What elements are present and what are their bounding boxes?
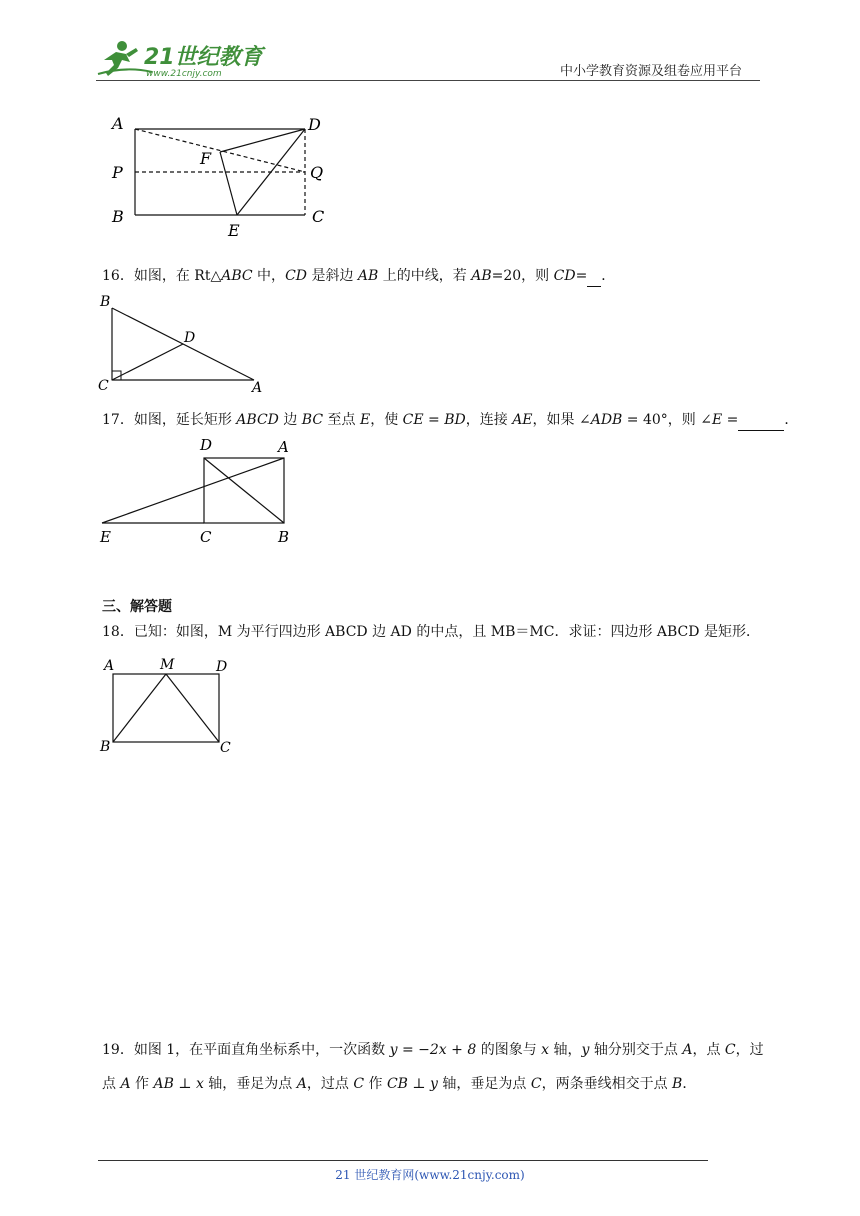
logo-url: www.21cnjy.com bbox=[146, 69, 222, 79]
q17-text: ． bbox=[784, 412, 799, 428]
q19-var: A bbox=[682, 1042, 693, 1058]
q19-text: 轴， bbox=[549, 1042, 582, 1058]
label-C: C bbox=[98, 378, 109, 394]
label-C: C bbox=[312, 207, 325, 226]
q16-var: AB bbox=[357, 268, 379, 284]
q16-text: 如图，在 Rt bbox=[133, 268, 211, 284]
label-A: A bbox=[252, 380, 263, 394]
q19-text: ，过 bbox=[735, 1042, 764, 1058]
label-D: D bbox=[184, 330, 196, 346]
label-E: E bbox=[228, 221, 240, 240]
q19-text: 作 bbox=[130, 1076, 154, 1092]
question-18: 18．已知：如图，M 为平行四边形 ABCD 边 AD 的中点，且 MB＝MC．求证：四边形 ABCD 是矩形． bbox=[102, 624, 760, 640]
q19-formula: y = −2x + 8 bbox=[389, 1042, 477, 1058]
q17-var: CE = BD bbox=[402, 412, 466, 428]
q19-text: 轴，垂足为点 bbox=[437, 1076, 531, 1092]
section-title: 三、解答题 bbox=[102, 599, 172, 615]
label-D: D bbox=[308, 115, 321, 134]
q19-text: 的图象与 bbox=[476, 1042, 542, 1058]
q19-var: B bbox=[672, 1076, 683, 1092]
q19-text: 轴，垂足为点 bbox=[203, 1076, 297, 1092]
q16-var: CD bbox=[285, 268, 307, 284]
q19-var: C bbox=[530, 1076, 542, 1092]
question-17 bbox=[102, 410, 798, 431]
label-E: E bbox=[100, 528, 111, 546]
label-A: A bbox=[112, 114, 124, 133]
q17-text: ，连接 bbox=[465, 412, 513, 428]
site-logo bbox=[96, 38, 266, 80]
q19-text: 作 bbox=[364, 1076, 387, 1092]
header-divider bbox=[96, 80, 760, 81]
q19-var: A bbox=[296, 1076, 307, 1092]
answer-blank[interactable] bbox=[738, 410, 784, 431]
q16-text: ． bbox=[601, 268, 616, 284]
q19-formula: CB ⊥ y bbox=[386, 1076, 438, 1092]
label-B: B bbox=[100, 739, 111, 755]
q17-text: 至点 bbox=[323, 412, 360, 428]
q17-number: 17． bbox=[102, 412, 134, 428]
q17-text: ，使 bbox=[370, 412, 403, 428]
question-19-line-2 bbox=[102, 1074, 696, 1094]
label-M: M bbox=[160, 657, 175, 673]
label-B: B bbox=[100, 294, 111, 310]
q16-text: 上的中线，若 bbox=[378, 268, 472, 284]
q17-text: ，如果 ∠ bbox=[532, 412, 591, 428]
label-C: C bbox=[200, 528, 212, 546]
q19-formula: AB ⊥ x bbox=[153, 1076, 204, 1092]
q19-var: A bbox=[120, 1076, 131, 1092]
label-B: B bbox=[112, 207, 124, 226]
label-F: F bbox=[200, 149, 212, 168]
q19-var: x bbox=[541, 1042, 550, 1058]
footer-divider bbox=[98, 1160, 708, 1161]
figure-18 bbox=[98, 654, 238, 758]
question-19-line-1 bbox=[102, 1040, 764, 1060]
q17-text: = 40°，则 ∠ bbox=[622, 412, 712, 428]
label-C: C bbox=[220, 740, 231, 756]
q17-var: ABCD bbox=[236, 412, 279, 428]
q16-text: = bbox=[575, 268, 588, 284]
q19-text: ． bbox=[682, 1076, 697, 1092]
label-P: P bbox=[112, 163, 123, 182]
question-16 bbox=[102, 266, 615, 287]
label-Q: Q bbox=[310, 163, 324, 182]
figure-15 bbox=[100, 110, 340, 240]
platform-title: 中小学教育资源及组卷应用平台 bbox=[560, 64, 743, 79]
footer-link[interactable]: 21 世纪教育网(www.21cnjy.com) bbox=[335, 1168, 525, 1182]
triangle-symbol: △ bbox=[210, 268, 222, 284]
q17-text: 如图，延长矩形 bbox=[133, 412, 237, 428]
q17-var: AE bbox=[512, 412, 533, 428]
answer-blank[interactable] bbox=[587, 266, 601, 287]
q16-text: 中， bbox=[252, 268, 286, 284]
q19-var: y bbox=[581, 1042, 590, 1058]
q17-var: BC bbox=[301, 412, 324, 428]
q17-var: ADB bbox=[590, 412, 623, 428]
label-A: A bbox=[278, 438, 289, 456]
label-A: A bbox=[104, 658, 115, 674]
q19-text: 点 bbox=[102, 1076, 121, 1092]
q19-text: ，两条垂线相交于点 bbox=[541, 1076, 673, 1092]
q17-var: E bbox=[711, 412, 723, 428]
q16-var: ABC bbox=[221, 268, 253, 284]
logo-text: 21世纪教育 bbox=[144, 45, 263, 70]
q19-text: 轴分别交于点 bbox=[589, 1042, 683, 1058]
q19-var: C bbox=[724, 1042, 736, 1058]
q17-text: = bbox=[722, 412, 739, 428]
label-B: B bbox=[278, 528, 290, 546]
figure-16 bbox=[94, 292, 274, 394]
q16-var: AB bbox=[471, 268, 492, 284]
q17-text: 边 bbox=[278, 412, 302, 428]
figure-17 bbox=[96, 434, 306, 546]
q17-var: E bbox=[359, 412, 371, 428]
q19-var: C bbox=[353, 1076, 365, 1092]
q16-text: 是斜边 bbox=[307, 268, 358, 284]
q16-var: CD bbox=[553, 268, 576, 284]
q19-text: ，过点 bbox=[306, 1076, 354, 1092]
q16-number: 16． bbox=[102, 268, 134, 284]
label-D: D bbox=[200, 436, 213, 454]
q19-text: 19．如图 1，在平面直角坐标系中，一次函数 bbox=[102, 1042, 390, 1058]
q16-text: =20，则 bbox=[491, 268, 554, 284]
q19-text: ，点 bbox=[692, 1042, 725, 1058]
label-D: D bbox=[216, 659, 228, 675]
